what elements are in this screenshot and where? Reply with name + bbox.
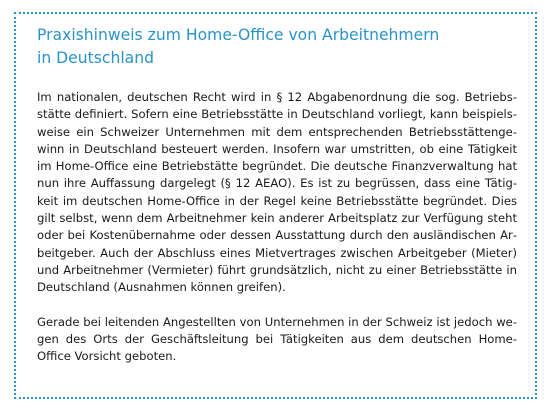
body-paragraph-2: Gerade bei leitenden Angestellten von Unternehmen in der Schweiz ist jedoch wegen des Orts der Geschäftsleitung bei Tätigkeiten aus dem deutschen Home-Office Vorsicht geboten. <box>37 314 517 364</box>
info-box <box>14 12 537 399</box>
box-title <box>37 24 517 70</box>
body-paragraph-1: Im nationalen, deutschen Recht wird in § 12 Abgabenordnung die sog. Betriebsstätte definiert. Sofern eine Betriebsstätte in Deutschland vorliegt, kann beispielsweise ein Schweizer Unternehmen mit dem entsprechenden Betriebsstättengewinn in Deutschland besteuert werden. Insofern war umstritten, ob eine Tätigkeit im Home-Office eine Betriebstätte begründet. Die deutsche Finanzverwaltung hat nun ihre Auffassung dargelegt (§ 12 AEAO). Es ist zu begrüssen, dass eine Tätigkeit im deutschen Home-Office in der Regel keine Betriebsstätte begründet. Dies gilt selbst, wenn dem Arbeitnehmer kein anderer Arbeitsplatz zur Verfügung steht oder bei Kostenübernahme oder dessen Ausstattung durch den ausländischen Arbeitgeber. Auch der Abschluss eines Mietvertrages zwischen Arbeitgeber (Mieter) und Arbeitnehmer (Vermieter) führt grundsätzlich, nicht zu einer Betriebsstätte in Deutschland (Ausnahmen können greifen). <box>37 90 517 295</box>
box-title-line-2: in Deutschland <box>37 49 155 67</box>
box-title-line-1: Praxishinweis zum Home-Office von Arbeitnehmern <box>37 26 440 44</box>
